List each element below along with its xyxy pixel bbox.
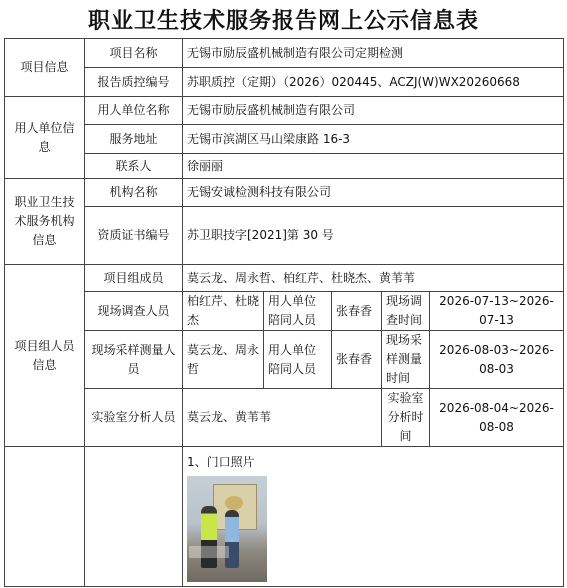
table-row	[5, 39, 564, 68]
survey-staff-label: 现场调查人员	[85, 292, 183, 331]
agency-info-group-label: 职业卫生技术服务机构信息	[5, 179, 85, 265]
disclosure-table	[4, 38, 564, 587]
employer-info-group-label: 用人单位信息	[5, 97, 85, 179]
employer-name-label: 用人单位名称	[85, 97, 183, 125]
team-members-value: 莫云龙、周永哲、柏红芹、杜晓杰、黄苇苇	[183, 265, 564, 292]
report-code-value: 苏职质控（定期）（2026）020445、ACZJ(W)WX20260668	[183, 68, 564, 97]
agency-name-value: 无锡安诚检测科技有限公司	[183, 179, 564, 207]
table-row	[5, 97, 564, 125]
survey-staff-value: 柏红芹、杜晓杰	[183, 292, 264, 331]
page-title: 职业卫生技术服务报告网上公示信息表	[87, 8, 479, 34]
cert-number-value: 苏卫职技字[2021]第 30 号	[183, 207, 564, 265]
sampling-staff-value: 莫云龙、周永哲	[183, 331, 264, 389]
service-address-label: 服务地址	[85, 125, 183, 154]
photo-watermark	[189, 546, 229, 558]
table-row	[5, 389, 564, 447]
person-figure	[201, 506, 217, 568]
sampling-time-label: 现场采样测量时间	[382, 331, 430, 389]
sampling-time-value: 2026-08-03~2026-08-03	[430, 331, 564, 389]
lab-time-value: 2026-08-04~2026-08-08	[430, 389, 564, 447]
cert-number-label: 资质证书编号	[85, 207, 183, 265]
table-row	[5, 265, 564, 292]
photo-cell	[183, 447, 564, 587]
photo-group-cell	[5, 447, 85, 587]
table-row	[5, 447, 564, 587]
table-row	[5, 125, 564, 154]
lab-time-label: 实验室分析时间	[382, 389, 430, 447]
table-row	[5, 154, 564, 179]
table-row	[5, 292, 564, 331]
lab-staff-value: 莫云龙、黄苇苇	[183, 389, 382, 447]
project-name-label: 项目名称	[85, 39, 183, 68]
project-info-group-label: 项目信息	[5, 39, 85, 97]
survey-escort-label: 用人单位陪同人员	[264, 292, 332, 331]
survey-time-value: 2026-07-13~2026-07-13	[430, 292, 564, 331]
table-row	[5, 68, 564, 97]
sampling-escort-label: 用人单位陪同人员	[264, 331, 332, 389]
employer-name-value: 无锡市励辰盛机械制造有限公司	[183, 97, 564, 125]
survey-escort-value: 张春香	[332, 292, 382, 331]
personnel-info-group-label: 项目组人员信息	[5, 265, 85, 447]
person-figure	[225, 510, 239, 568]
team-members-label: 项目组成员	[85, 265, 183, 292]
photo-blank-cell	[85, 447, 183, 587]
company-sign-shape	[225, 496, 243, 510]
table-row	[5, 207, 564, 265]
sampling-staff-label: 现场采样测量人员	[85, 331, 183, 389]
project-name-value: 无锡市励辰盛机械制造有限公司定期检测	[183, 39, 564, 68]
report-code-label: 报告质控编号	[85, 68, 183, 97]
survey-time-label: 现场调查时间	[382, 292, 430, 331]
table-row	[5, 179, 564, 207]
table-row	[5, 331, 564, 389]
entrance-photo-label: 1、门口照片	[187, 455, 255, 469]
agency-name-label: 机构名称	[85, 179, 183, 207]
contact-value: 徐丽丽	[183, 154, 564, 179]
lab-staff-label: 实验室分析人员	[85, 389, 183, 447]
entrance-photo	[187, 476, 267, 582]
sampling-escort-value: 张春香	[332, 331, 382, 389]
service-address-value: 无锡市滨湖区马山梁康路 16-3	[183, 125, 564, 154]
contact-label: 联系人	[85, 154, 183, 179]
